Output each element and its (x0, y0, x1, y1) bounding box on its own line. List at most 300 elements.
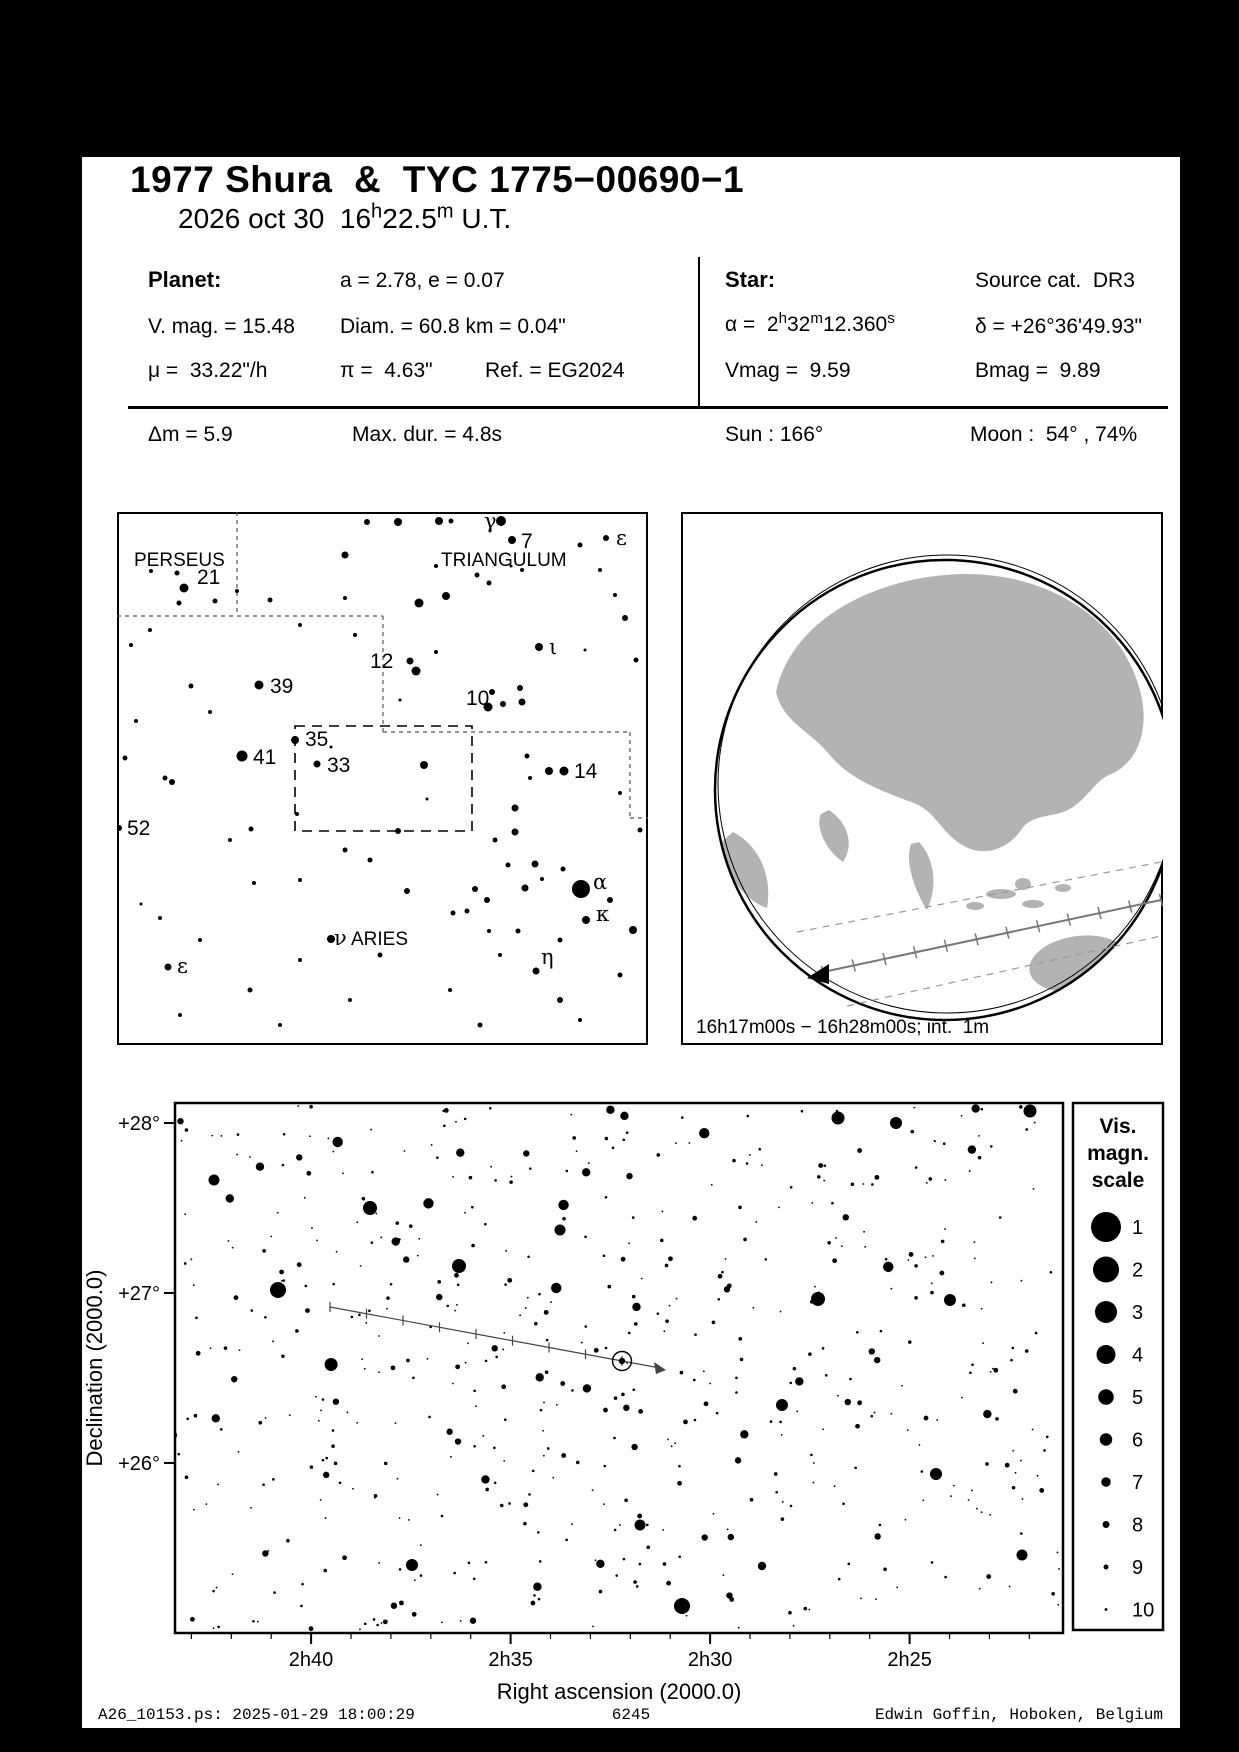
finder-star (178, 1013, 182, 1017)
field-star (272, 1478, 275, 1481)
field-star (495, 1356, 498, 1359)
finder-star (451, 911, 456, 916)
field-star (891, 1413, 893, 1415)
field-star (537, 1531, 540, 1534)
field-star (490, 1166, 492, 1168)
field-star (469, 1176, 473, 1180)
field-star (277, 1212, 279, 1214)
field-star (283, 1279, 286, 1282)
field-star (971, 1490, 973, 1492)
finder-star (500, 701, 506, 707)
bright-star (167, 1430, 177, 1440)
finder-star (475, 573, 480, 578)
field-star (473, 1445, 476, 1448)
star-label: κ (596, 902, 610, 926)
field-star (950, 1495, 952, 1497)
field-star (386, 1296, 390, 1300)
field-star (603, 1503, 605, 1505)
field-star (535, 1322, 537, 1324)
field-star (531, 1601, 536, 1606)
finder-star (213, 599, 218, 604)
field-star (907, 1429, 909, 1431)
field-star (184, 1262, 187, 1265)
legend-magnitude-label: 2 (1132, 1259, 1144, 1282)
field-star (1020, 1460, 1022, 1462)
field-star (560, 1381, 565, 1386)
field-star (1009, 1586, 1011, 1588)
field-star (364, 1368, 366, 1370)
field-star (545, 1370, 549, 1374)
field-star (493, 1447, 496, 1450)
field-star (333, 1398, 339, 1404)
field-star (822, 1347, 825, 1350)
field-star (249, 1156, 251, 1158)
field-star (309, 1105, 313, 1109)
field-star (793, 1625, 795, 1627)
field-star (523, 1150, 529, 1156)
field-star (755, 1221, 757, 1223)
legend-title: magn. (1087, 1142, 1149, 1165)
legend-magnitude-dot (1104, 1565, 1109, 1570)
field-star (692, 1216, 697, 1221)
finder-star (496, 516, 506, 526)
legend-magnitude-label: 7 (1132, 1472, 1144, 1494)
field-star (494, 1179, 497, 1182)
field-star (543, 1455, 545, 1457)
field-star (1033, 1188, 1035, 1190)
field-star (403, 1256, 409, 1262)
finder-star (560, 767, 569, 776)
field-star (420, 1544, 422, 1546)
field-star (533, 1594, 536, 1597)
finder-star (415, 599, 424, 608)
field-star (827, 1241, 831, 1245)
field-star (667, 1439, 669, 1441)
finder-star (532, 861, 539, 868)
star-label: 35 (305, 728, 329, 751)
field-star (683, 1420, 688, 1425)
field-star (196, 1351, 201, 1356)
field-star (1039, 1488, 1044, 1493)
field-star (457, 1283, 460, 1286)
field-star (473, 1577, 476, 1580)
field-star (418, 1238, 420, 1240)
field-star (310, 1465, 314, 1469)
field-star (758, 1148, 761, 1151)
field-star (238, 1451, 240, 1453)
field-star (571, 1523, 573, 1525)
field-star (1032, 1429, 1034, 1431)
finder-star (603, 535, 609, 541)
footer-filename: A26_10153.ps: 2025-01-29 18:00:29 (98, 1706, 415, 1724)
field-star (332, 1283, 335, 1286)
field-star (539, 1560, 542, 1563)
field-star (606, 1106, 614, 1114)
field-star (529, 1167, 532, 1170)
field-star (678, 1555, 681, 1558)
legend-magnitude-dot (1097, 1345, 1116, 1364)
field-star (409, 1224, 413, 1228)
field-star (1051, 1592, 1055, 1596)
finder-star (512, 829, 519, 836)
field-star (740, 1430, 748, 1438)
field-star (428, 1416, 431, 1419)
star-label: 33 (327, 754, 351, 777)
field-star (834, 1485, 836, 1487)
field-star (982, 1342, 984, 1344)
field-star (250, 1507, 252, 1509)
field-star (380, 1236, 382, 1238)
field-star (485, 1561, 488, 1564)
bright-star (930, 1468, 942, 1480)
indonesia-island (966, 902, 984, 910)
field-star (228, 1240, 230, 1242)
field-star (404, 1150, 406, 1152)
finder-star (535, 643, 543, 651)
field-star (1019, 1105, 1023, 1109)
star-heading: Star: (725, 267, 776, 292)
finder-star (134, 719, 138, 723)
legend-magnitude-dot (1101, 1477, 1111, 1487)
field-star (716, 1412, 719, 1415)
finder-star (169, 779, 175, 785)
field-star (391, 1365, 396, 1370)
finder-star (517, 685, 523, 691)
field-star (262, 1483, 265, 1486)
finder-star (407, 658, 414, 665)
field-star (325, 1457, 328, 1460)
field-star (464, 1212, 466, 1214)
bright-star (832, 1112, 845, 1125)
field-star (273, 1591, 276, 1594)
field-star (986, 1574, 991, 1579)
finder-star (434, 650, 438, 654)
field-star (857, 1400, 862, 1405)
field-star (378, 1335, 380, 1337)
field-star (639, 1563, 642, 1566)
field-star (181, 1140, 183, 1142)
field-star (397, 1478, 399, 1480)
field-star (305, 1285, 308, 1288)
legend-title: scale (1091, 1169, 1145, 1192)
field-star (905, 1519, 907, 1521)
field-star (657, 1312, 660, 1315)
field-star (808, 1352, 812, 1356)
field-star (856, 1331, 859, 1334)
field-star (455, 1121, 457, 1123)
star-label: α (593, 870, 608, 894)
field-star (194, 1414, 198, 1418)
field-star (482, 1435, 484, 1437)
field-star (922, 1499, 924, 1501)
field-star (492, 1345, 498, 1351)
field-star (901, 1385, 903, 1387)
finder-star (252, 881, 256, 885)
finder-star (368, 858, 373, 863)
chart-frame (175, 1103, 1063, 1633)
finder-star (578, 543, 583, 548)
star-dec: δ = +26°36'49.93" (975, 315, 1143, 338)
field-star (614, 1529, 617, 1532)
field-star (414, 1579, 416, 1581)
field-star (494, 1481, 497, 1484)
field-star (862, 1183, 864, 1185)
indonesia-island (1022, 900, 1044, 908)
field-star (930, 1291, 934, 1295)
field-star (504, 1283, 507, 1286)
detailed-star-chart (82, 1085, 1180, 1705)
field-star (417, 1255, 419, 1257)
field-star (339, 1482, 342, 1485)
field-star (301, 1583, 304, 1586)
finder-star (278, 1023, 282, 1027)
field-star (446, 1429, 452, 1435)
planet-ref: Ref. = EG2024 (485, 359, 625, 382)
field-star (656, 1153, 660, 1157)
field-star (842, 1502, 845, 1505)
field-star (374, 1494, 378, 1498)
field-star (874, 1533, 880, 1539)
field-star (1005, 1463, 1010, 1468)
field-star (961, 1115, 963, 1117)
field-star (1035, 1332, 1038, 1335)
finder-star (572, 880, 590, 898)
finder-star (618, 791, 622, 795)
field-star (717, 1298, 720, 1301)
field-star (331, 1444, 335, 1448)
field-star (342, 1172, 344, 1174)
paper-sheet (82, 157, 1180, 1728)
field-star (818, 1163, 823, 1168)
y-axis-title: Declination (2000.0) (82, 1269, 107, 1467)
field-star (883, 1262, 893, 1272)
field-star (525, 1307, 527, 1309)
field-star (361, 1358, 363, 1360)
legend-magnitude-label: 1 (1132, 1217, 1144, 1239)
field-star (875, 1598, 877, 1600)
field-star (297, 1262, 302, 1267)
field-star (334, 1462, 338, 1466)
field-star (205, 1503, 207, 1505)
field-star (738, 1627, 740, 1629)
field-star (978, 1156, 982, 1160)
field-star (262, 1249, 266, 1253)
field-star (511, 1176, 513, 1178)
star-label: 14 (574, 760, 598, 783)
field-star (854, 1466, 857, 1469)
field-star (1034, 1122, 1036, 1124)
finder-star (618, 973, 623, 978)
field-star (412, 1377, 415, 1380)
field-star (295, 1329, 299, 1333)
field-star (831, 1202, 834, 1205)
field-star (909, 1252, 914, 1257)
field-star (740, 1358, 744, 1362)
finder-star (291, 736, 299, 744)
field-star (360, 1265, 362, 1267)
field-star (686, 1615, 688, 1617)
field-star (671, 1445, 673, 1447)
star-source-cat: Source cat. DR3 (975, 269, 1135, 292)
field-star (581, 1342, 583, 1344)
field-star (300, 1605, 303, 1608)
finder-star (298, 958, 302, 962)
field-star (688, 1142, 690, 1144)
field-star (863, 1231, 865, 1233)
field-star (532, 1470, 535, 1473)
field-star (332, 1151, 334, 1153)
field-star (336, 1251, 338, 1253)
field-star (619, 1524, 621, 1526)
field-star (596, 1560, 604, 1568)
field-star (774, 1472, 778, 1476)
x-tick-label: 2h40 (288, 1649, 334, 1671)
star-label: γ (484, 512, 497, 533)
bright-star (452, 1259, 466, 1273)
field-star (475, 1405, 477, 1407)
field-star (258, 1421, 262, 1425)
field-star (376, 1624, 379, 1627)
finder-star (434, 564, 438, 568)
field-star (749, 1154, 751, 1156)
field-star (665, 1264, 669, 1268)
constellation-label: PERSEUS (134, 550, 225, 571)
planet-orbit: a = 2.78, e = 0.07 (340, 269, 505, 292)
field-star (779, 1421, 782, 1424)
field-star (845, 1399, 851, 1405)
field-star (391, 1603, 397, 1609)
finder-star (228, 838, 232, 842)
field-star (584, 1236, 587, 1239)
field-star (928, 1177, 932, 1181)
field-star (962, 1303, 966, 1307)
field-star (272, 1340, 274, 1342)
field-star (588, 1162, 590, 1164)
field-star (612, 1147, 615, 1150)
finder-star (158, 916, 162, 920)
field-star (443, 1125, 446, 1128)
field-star (636, 1585, 639, 1588)
field-star (782, 1501, 784, 1503)
field-star (925, 1256, 927, 1258)
field-star (624, 1499, 628, 1503)
field-star (519, 1314, 521, 1316)
finder-star (493, 838, 498, 843)
field-star (193, 1284, 195, 1286)
field-star (283, 1133, 286, 1136)
finder-star (449, 519, 454, 524)
field-star (823, 1180, 825, 1182)
field-star (212, 1590, 215, 1593)
field-star (790, 1505, 793, 1508)
field-star (712, 1321, 716, 1325)
field-star (621, 1393, 625, 1397)
field-star (592, 1625, 594, 1627)
legend-magnitude-dot (1091, 1212, 1121, 1242)
field-star (812, 1482, 814, 1484)
x-tick-label: 2h25 (887, 1649, 932, 1671)
field-star (849, 1378, 852, 1381)
field-star (864, 1246, 866, 1248)
field-star (473, 1389, 476, 1392)
field-star (315, 1396, 317, 1398)
field-star (523, 1522, 527, 1526)
finder-star (248, 988, 253, 993)
field-star (1013, 1389, 1018, 1394)
field-star (398, 1238, 401, 1241)
field-star (605, 1137, 609, 1141)
y-tick-label: +27° (118, 1283, 160, 1305)
field-star (427, 1358, 429, 1360)
finder-star (634, 658, 639, 663)
field-star (1025, 1128, 1028, 1131)
finder-star (558, 938, 563, 943)
finder-star (638, 828, 643, 833)
field-star (471, 1244, 475, 1248)
field-star (467, 1342, 469, 1344)
field-star (234, 1295, 239, 1300)
finder-star (512, 805, 519, 812)
finder-star (582, 916, 590, 924)
field-star (485, 1360, 488, 1363)
field-star (832, 1258, 837, 1263)
field-star (297, 1105, 299, 1107)
field-star (939, 1271, 944, 1276)
finder-star (540, 877, 544, 881)
field-star (669, 1305, 671, 1307)
field-star (177, 1453, 180, 1456)
field-star (286, 1539, 290, 1543)
field-star (703, 1370, 705, 1372)
field-star (306, 1171, 311, 1176)
finder-star (342, 552, 349, 559)
field-star (641, 1278, 643, 1280)
field-star (190, 1258, 192, 1260)
max-duration: Max. dur. = 4.8s (352, 423, 502, 446)
field-star (582, 1168, 590, 1176)
field-star (460, 1620, 462, 1622)
finder-star (404, 888, 410, 894)
field-star (676, 1298, 678, 1300)
field-star (890, 1288, 892, 1290)
field-star (1010, 1359, 1013, 1362)
field-star (732, 1159, 736, 1163)
field-star (437, 1280, 441, 1284)
field-star (1011, 1347, 1014, 1350)
field-star (544, 1310, 549, 1315)
field-star (817, 1175, 821, 1179)
legend-magnitude-dot (1093, 1257, 1119, 1283)
event-date: 2026 oct 30 16$^h$22.5$^m$ U.T. (178, 200, 512, 234)
finder-star (442, 592, 450, 600)
finder-star (378, 953, 383, 958)
finder-star (364, 519, 370, 525)
field-star (281, 1354, 285, 1358)
y-tick-label: +28° (118, 1113, 160, 1135)
finder-star (478, 1023, 483, 1028)
field-star (454, 1310, 456, 1312)
field-star (752, 1307, 754, 1309)
field-star (822, 1428, 824, 1430)
field-star (896, 1586, 898, 1588)
field-star (971, 1104, 979, 1112)
field-star (304, 1197, 306, 1199)
field-star (523, 1502, 528, 1507)
field-star (810, 1454, 813, 1457)
field-star (835, 1237, 837, 1239)
field-star (781, 1517, 785, 1521)
finder-star (343, 596, 347, 600)
